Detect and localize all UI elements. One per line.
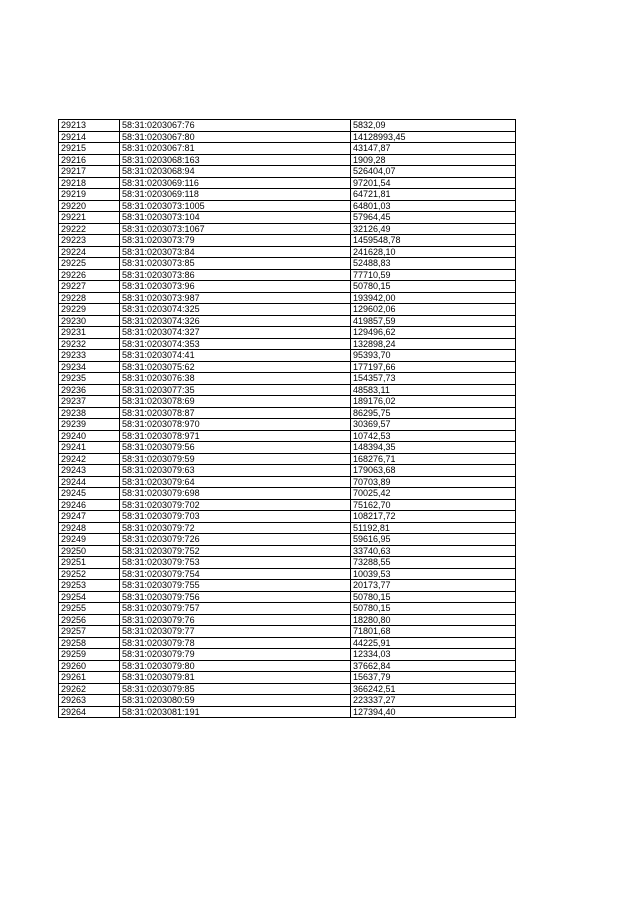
table-row [59, 131, 516, 143]
row-number-cell: 29225 [59, 258, 120, 270]
value-cell: 18280,80 [351, 614, 516, 626]
value-cell: 30369,57 [351, 419, 516, 431]
value-cell: 70025,42 [351, 488, 516, 500]
table-row [59, 695, 516, 707]
row-number-cell: 29235 [59, 373, 120, 385]
table-body [59, 120, 516, 718]
value-cell: 168276,71 [351, 453, 516, 465]
row-number-cell: 29238 [59, 407, 120, 419]
cadastral-number-cell: 58:31:0203073:79 [120, 235, 351, 247]
value-cell: 241628,10 [351, 246, 516, 258]
row-number-cell: 29248 [59, 522, 120, 534]
cadastral-number-cell: 58:31:0203079:703 [120, 511, 351, 523]
cadastral-number-cell: 58:31:0203079:64 [120, 476, 351, 488]
cadastral-number-cell: 58:31:0203080:59 [120, 695, 351, 707]
cadastral-number-cell: 58:31:0203077:35 [120, 384, 351, 396]
cadastral-number-cell: 58:31:0203073:1067 [120, 223, 351, 235]
value-cell: 20173,77 [351, 580, 516, 592]
row-number-cell: 29246 [59, 499, 120, 511]
cadastral-number-cell: 58:31:0203079:753 [120, 557, 351, 569]
row-number-cell: 29236 [59, 384, 120, 396]
row-number-cell: 29244 [59, 476, 120, 488]
table-row [59, 660, 516, 672]
cadastral-number-cell: 58:31:0203078:971 [120, 430, 351, 442]
row-number-cell: 29254 [59, 591, 120, 603]
row-number-cell: 29213 [59, 120, 120, 132]
row-number-cell: 29249 [59, 534, 120, 546]
table-row [59, 580, 516, 592]
table-row [59, 235, 516, 247]
cadastral-number-cell: 58:31:0203079:754 [120, 568, 351, 580]
table-row [59, 430, 516, 442]
table-row [59, 189, 516, 201]
row-number-cell: 29222 [59, 223, 120, 235]
row-number-cell: 29216 [59, 154, 120, 166]
cadastral-number-cell: 58:31:0203074:41 [120, 350, 351, 362]
row-number-cell: 29259 [59, 649, 120, 661]
value-cell: 48583,11 [351, 384, 516, 396]
table-row [59, 626, 516, 638]
value-cell: 189176,02 [351, 396, 516, 408]
value-cell: 223337,27 [351, 695, 516, 707]
cadastral-number-cell: 58:31:0203079:752 [120, 545, 351, 557]
table-row [59, 258, 516, 270]
row-number-cell: 29217 [59, 166, 120, 178]
row-number-cell: 29241 [59, 442, 120, 454]
row-number-cell: 29234 [59, 361, 120, 373]
cadastral-number-cell: 58:31:0203079:81 [120, 672, 351, 684]
row-number-cell: 29258 [59, 637, 120, 649]
value-cell: 1909,28 [351, 154, 516, 166]
table-row [59, 603, 516, 615]
table-row [59, 419, 516, 431]
cadastral-number-cell: 58:31:0203073:1005 [120, 200, 351, 212]
value-cell: 10039,53 [351, 568, 516, 580]
value-cell: 75162,70 [351, 499, 516, 511]
cadastral-number-cell: 58:31:0203079:56 [120, 442, 351, 454]
value-cell: 179063,68 [351, 465, 516, 477]
cadastral-value-table [58, 119, 516, 718]
table-row [59, 269, 516, 281]
table-row [59, 534, 516, 546]
row-number-cell: 29223 [59, 235, 120, 247]
table-row [59, 649, 516, 661]
row-number-cell: 29232 [59, 338, 120, 350]
row-number-cell: 29262 [59, 683, 120, 695]
table-row [59, 200, 516, 212]
cadastral-number-cell: 58:31:0203079:755 [120, 580, 351, 592]
cadastral-number-cell: 58:31:0203079:756 [120, 591, 351, 603]
row-number-cell: 29264 [59, 706, 120, 718]
table-row [59, 568, 516, 580]
value-cell: 95393,70 [351, 350, 516, 362]
value-cell: 132898,24 [351, 338, 516, 350]
cadastral-number-cell: 58:31:0203081:191 [120, 706, 351, 718]
table-row [59, 522, 516, 534]
row-number-cell: 29251 [59, 557, 120, 569]
table-row [59, 177, 516, 189]
table-row [59, 453, 516, 465]
row-number-cell: 29226 [59, 269, 120, 281]
cadastral-number-cell: 58:31:0203074:353 [120, 338, 351, 350]
cadastral-number-cell: 58:31:0203079:72 [120, 522, 351, 534]
cadastral-number-cell: 58:31:0203067:76 [120, 120, 351, 132]
row-number-cell: 29256 [59, 614, 120, 626]
table-row [59, 212, 516, 224]
cadastral-number-cell: 58:31:0203079:59 [120, 453, 351, 465]
value-cell: 44225,91 [351, 637, 516, 649]
value-cell: 64801,03 [351, 200, 516, 212]
value-cell: 51192,81 [351, 522, 516, 534]
value-cell: 108217,72 [351, 511, 516, 523]
cadastral-number-cell: 58:31:0203079:698 [120, 488, 351, 500]
row-number-cell: 29221 [59, 212, 120, 224]
value-cell: 70703,89 [351, 476, 516, 488]
table-row [59, 350, 516, 362]
value-cell: 15637,79 [351, 672, 516, 684]
row-number-cell: 29215 [59, 143, 120, 155]
value-cell: 77710,59 [351, 269, 516, 281]
table-row [59, 246, 516, 258]
table-row [59, 315, 516, 327]
row-number-cell: 29230 [59, 315, 120, 327]
value-cell: 366242,51 [351, 683, 516, 695]
value-cell: 127394,40 [351, 706, 516, 718]
cadastral-number-cell: 58:31:0203079:63 [120, 465, 351, 477]
value-cell: 148394,35 [351, 442, 516, 454]
value-cell: 50780,15 [351, 591, 516, 603]
table-row [59, 465, 516, 477]
value-cell: 32126,49 [351, 223, 516, 235]
table-row [59, 361, 516, 373]
table-row [59, 338, 516, 350]
cadastral-number-cell: 58:31:0203079:79 [120, 649, 351, 661]
table-row [59, 511, 516, 523]
cadastral-number-cell: 58:31:0203073:84 [120, 246, 351, 258]
row-number-cell: 29219 [59, 189, 120, 201]
row-number-cell: 29260 [59, 660, 120, 672]
cadastral-number-cell: 58:31:0203076:38 [120, 373, 351, 385]
cadastral-number-cell: 58:31:0203074:326 [120, 315, 351, 327]
value-cell: 71801,68 [351, 626, 516, 638]
cadastral-number-cell: 58:31:0203069:118 [120, 189, 351, 201]
cadastral-number-cell: 58:31:0203079:77 [120, 626, 351, 638]
table-row [59, 476, 516, 488]
cadastral-number-cell: 58:31:0203079:80 [120, 660, 351, 672]
row-number-cell: 29250 [59, 545, 120, 557]
table-row [59, 545, 516, 557]
cadastral-number-cell: 58:31:0203078:69 [120, 396, 351, 408]
table-row [59, 292, 516, 304]
table-row [59, 373, 516, 385]
value-cell: 526404,07 [351, 166, 516, 178]
value-cell: 193942,00 [351, 292, 516, 304]
cadastral-number-cell: 58:31:0203079:85 [120, 683, 351, 695]
table-row [59, 637, 516, 649]
value-cell: 14128993,45 [351, 131, 516, 143]
cadastral-number-cell: 58:31:0203079:726 [120, 534, 351, 546]
cadastral-number-cell: 58:31:0203068:94 [120, 166, 351, 178]
row-number-cell: 29242 [59, 453, 120, 465]
cadastral-number-cell: 58:31:0203073:85 [120, 258, 351, 270]
value-cell: 50780,15 [351, 603, 516, 615]
cadastral-number-cell: 58:31:0203074:325 [120, 304, 351, 316]
row-number-cell: 29255 [59, 603, 120, 615]
row-number-cell: 29247 [59, 511, 120, 523]
table-row [59, 154, 516, 166]
value-cell: 419857,59 [351, 315, 516, 327]
table-row [59, 327, 516, 339]
value-cell: 12334,03 [351, 649, 516, 661]
row-number-cell: 29220 [59, 200, 120, 212]
table-row [59, 281, 516, 293]
table-row [59, 396, 516, 408]
value-cell: 10742,53 [351, 430, 516, 442]
cadastral-number-cell: 58:31:0203078:87 [120, 407, 351, 419]
value-cell: 177197,66 [351, 361, 516, 373]
table-row [59, 304, 516, 316]
value-cell: 73288,55 [351, 557, 516, 569]
cadastral-number-cell: 58:31:0203079:702 [120, 499, 351, 511]
value-cell: 97201,54 [351, 177, 516, 189]
row-number-cell: 29233 [59, 350, 120, 362]
cadastral-number-cell: 58:31:0203067:80 [120, 131, 351, 143]
value-cell: 129496,62 [351, 327, 516, 339]
row-number-cell: 29245 [59, 488, 120, 500]
cadastral-number-cell: 58:31:0203073:96 [120, 281, 351, 293]
cadastral-number-cell: 58:31:0203079:757 [120, 603, 351, 615]
cadastral-number-cell: 58:31:0203073:104 [120, 212, 351, 224]
table-row [59, 166, 516, 178]
value-cell: 57964,45 [351, 212, 516, 224]
table-row [59, 120, 516, 132]
cadastral-number-cell: 58:31:0203073:86 [120, 269, 351, 281]
value-cell: 52488,83 [351, 258, 516, 270]
table-row [59, 223, 516, 235]
value-cell: 50780,15 [351, 281, 516, 293]
value-cell: 59616,95 [351, 534, 516, 546]
row-number-cell: 29252 [59, 568, 120, 580]
cadastral-number-cell: 58:31:0203079:78 [120, 637, 351, 649]
value-cell: 129602,06 [351, 304, 516, 316]
table-row [59, 143, 516, 155]
table-row [59, 683, 516, 695]
value-cell: 43147,87 [351, 143, 516, 155]
table-row [59, 591, 516, 603]
table-row [59, 407, 516, 419]
table-row [59, 499, 516, 511]
value-cell: 154357,73 [351, 373, 516, 385]
value-cell: 64721,81 [351, 189, 516, 201]
table-row [59, 442, 516, 454]
row-number-cell: 29253 [59, 580, 120, 592]
value-cell: 86295,75 [351, 407, 516, 419]
cadastral-number-cell: 58:31:0203068:163 [120, 154, 351, 166]
row-number-cell: 29257 [59, 626, 120, 638]
cadastral-number-cell: 58:31:0203073:987 [120, 292, 351, 304]
cadastral-number-cell: 58:31:0203074:327 [120, 327, 351, 339]
row-number-cell: 29229 [59, 304, 120, 316]
table-row [59, 706, 516, 718]
row-number-cell: 29243 [59, 465, 120, 477]
row-number-cell: 29228 [59, 292, 120, 304]
cadastral-number-cell: 58:31:0203078:970 [120, 419, 351, 431]
cadastral-number-cell: 58:31:0203079:76 [120, 614, 351, 626]
row-number-cell: 29237 [59, 396, 120, 408]
table-row [59, 488, 516, 500]
value-cell: 37662,84 [351, 660, 516, 672]
row-number-cell: 29263 [59, 695, 120, 707]
row-number-cell: 29227 [59, 281, 120, 293]
row-number-cell: 29224 [59, 246, 120, 258]
table-row [59, 384, 516, 396]
row-number-cell: 29239 [59, 419, 120, 431]
value-cell: 1459548,78 [351, 235, 516, 247]
value-cell: 33740,63 [351, 545, 516, 557]
cadastral-number-cell: 58:31:0203067:81 [120, 143, 351, 155]
table-row [59, 672, 516, 684]
cadastral-number-cell: 58:31:0203075:62 [120, 361, 351, 373]
cadastral-number-cell: 58:31:0203069:116 [120, 177, 351, 189]
row-number-cell: 29261 [59, 672, 120, 684]
row-number-cell: 29231 [59, 327, 120, 339]
table-row [59, 614, 516, 626]
row-number-cell: 29240 [59, 430, 120, 442]
row-number-cell: 29214 [59, 131, 120, 143]
table-row [59, 557, 516, 569]
value-cell: 5832,09 [351, 120, 516, 132]
row-number-cell: 29218 [59, 177, 120, 189]
